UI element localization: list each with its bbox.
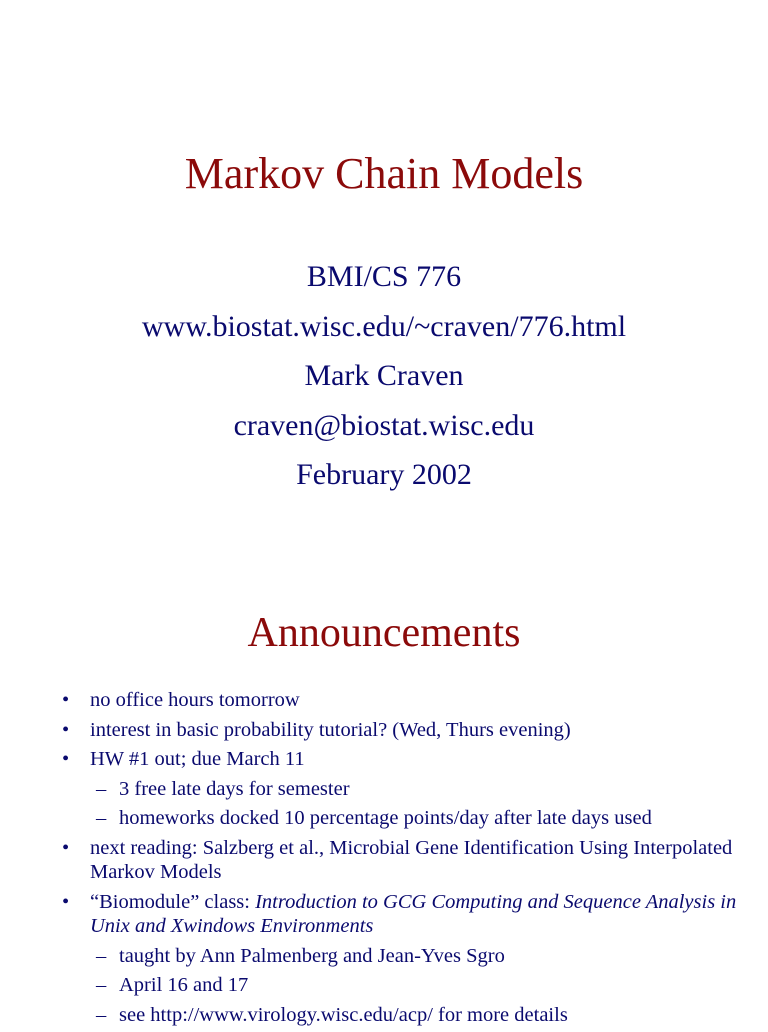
sub-list-item: [62, 944, 742, 969]
list-item: [62, 718, 742, 743]
author-name: Mark Craven: [304, 359, 464, 392]
dash-marker: –: [96, 1003, 107, 1026]
dash-marker: –: [96, 944, 107, 967]
sub-list-item-text: taught by Ann Palmenberg and Jean-Yves Sgro: [119, 944, 505, 967]
course-title-italic: Introduction to GCG Computing and Sequence Analysis in Unix and Xwindows Environments: [90, 890, 737, 937]
bullet-marker: •: [62, 718, 70, 741]
sub-list-item-text: see http://www.virology.wisc.edu/acp/ for more details: [119, 1003, 568, 1026]
bullet-marker: •: [62, 890, 70, 913]
sub-list-item: [62, 973, 742, 998]
sub-list-item: [62, 806, 742, 831]
bullet-marker: •: [62, 748, 70, 770]
list-item-text: next reading: Salzberg et al., Microbial Gene Identification Using Interpolated Markov Models: [90, 836, 733, 883]
author-email: craven@biostat.wisc.edu: [233, 408, 535, 442]
list-item-text: HW #1 out; due March 11: [90, 748, 305, 770]
announcements-title: Announcements: [247, 610, 521, 656]
course-code: BMI/CS 776: [306, 260, 462, 293]
list-item-text-prefix: “Biomodule” class:: [90, 890, 256, 913]
list-item-text: interest in basic probability tutorial? (Wed, Thurs evening): [90, 718, 571, 741]
dash-marker: –: [96, 777, 107, 800]
list-item: [62, 836, 742, 885]
list-item: [62, 890, 742, 939]
dash-marker: –: [96, 807, 107, 829]
announcement-list: [62, 688, 742, 1032]
sub-list-item: [62, 1003, 742, 1028]
list-item: [62, 747, 742, 772]
announcements-slide: [0, 520, 768, 1024]
sub-list-item-text: homeworks docked 10 percentage points/day after late days used: [119, 807, 652, 829]
course-url: www.biostat.wisc.edu/~craven/776.html: [141, 309, 627, 343]
list-item: [62, 688, 742, 713]
slide-title: Markov Chain Models: [184, 149, 584, 198]
bullet-marker: •: [62, 836, 70, 859]
sub-list-item: [62, 777, 742, 802]
list-item-text: no office hours tomorrow: [90, 689, 300, 711]
sub-list-item-text: 3 free late days for semester: [119, 777, 350, 800]
sub-list-item-text: April 16 and 17: [119, 974, 249, 996]
presentation-date: February 2002: [296, 458, 472, 491]
title-info-block: [0, 252, 768, 500]
bullet-marker: •: [62, 689, 70, 711]
dash-marker: –: [96, 974, 107, 996]
